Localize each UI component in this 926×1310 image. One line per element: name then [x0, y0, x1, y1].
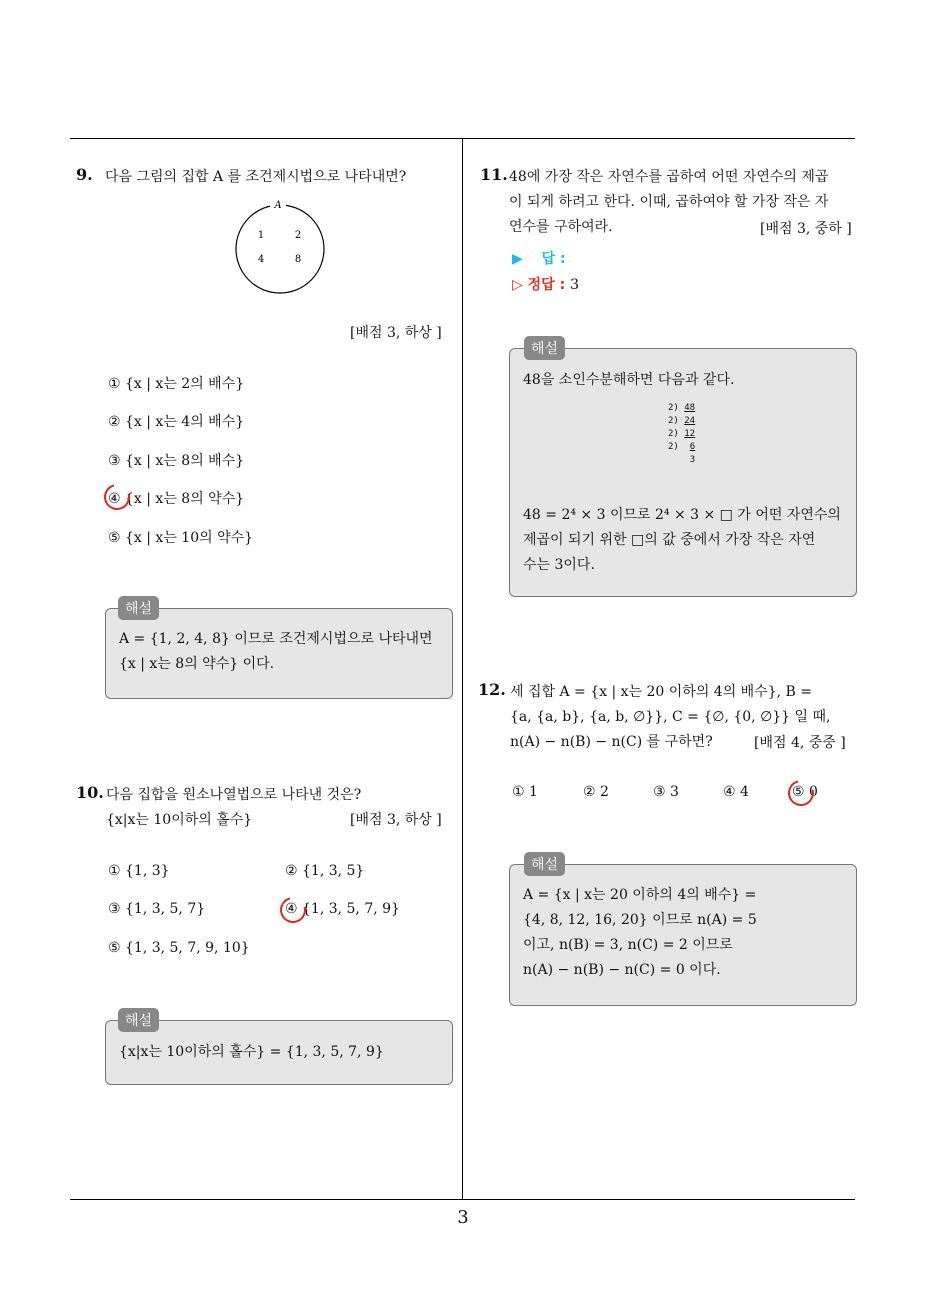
- correct-label: 정답 :: [527, 277, 566, 293]
- explanation-text: [523, 503, 841, 578]
- question-number: 9.: [76, 165, 93, 184]
- explanation-line: 제곱이 되기 위한 □의 값 중에서 가장 작은 자연: [523, 532, 816, 548]
- explanation-tag: 해설: [118, 1008, 159, 1032]
- factor-row: 2) 12: [668, 429, 696, 439]
- option-2[interactable]: ② {x | x는 4의 배수}: [108, 414, 245, 430]
- question-line: 연수를 구하여라.: [509, 219, 613, 235]
- points-label: [배점 3, 하상 ]: [350, 325, 442, 341]
- play-outline-icon: ▷: [512, 277, 523, 293]
- option-3[interactable]: ③ {1, 3, 5, 7}: [108, 901, 206, 917]
- explanation-intro: 48을 소인수분해하면 다음과 같다.: [523, 372, 735, 388]
- factor-row: 2) 6: [668, 442, 696, 452]
- explanation-text: {x|x는 10이하의 홀수} = {1, 3, 5, 7, 9}: [119, 1044, 384, 1060]
- option-3[interactable]: ③ 3: [653, 784, 679, 800]
- explanation-line: A = {1, 2, 4, 8} 이므로 조건제시법으로 나타내면: [119, 631, 433, 647]
- correct-answer-line: [512, 274, 579, 294]
- option-1[interactable]: ① {1, 3}: [108, 863, 170, 879]
- option-5[interactable]: ⑤ 0: [792, 784, 818, 800]
- explanation-text: [523, 883, 845, 983]
- factor-row: 2) 48: [668, 403, 696, 413]
- set-element: 8: [294, 254, 302, 265]
- set-element: 2: [294, 230, 302, 241]
- explanation-line: 이고, n(B) = 3, n(C) = 2 이므로: [523, 937, 733, 953]
- question-line: n(A) − n(B) − n(C) 를 구하면?: [510, 734, 713, 750]
- option-2[interactable]: ② {1, 3, 5}: [285, 863, 365, 879]
- explanation-text: [119, 627, 433, 677]
- explanation-line: {x | x는 8의 약수} 이다.: [119, 656, 275, 672]
- points-label: [배점 3, 중하 ]: [760, 221, 852, 237]
- option-4[interactable]: ④ 4: [723, 784, 749, 800]
- question-line: 이 되게 하려고 한다. 이때, 곱하여야 할 가장 작은 자: [509, 194, 829, 210]
- option-5[interactable]: ⑤ {1, 3, 5, 7, 9, 10}: [108, 940, 250, 956]
- factor-row: 3: [689, 455, 696, 465]
- set-element: 1: [257, 230, 265, 241]
- points-label: [배점 3, 하상 ]: [350, 812, 442, 828]
- option-4[interactable]: ④ {1, 3, 5, 7, 9}: [285, 901, 400, 917]
- explanation-tag: 해설: [118, 596, 159, 620]
- question-number: 10.: [76, 783, 104, 802]
- correct-value: 3: [570, 277, 579, 293]
- factor-ladder: [668, 402, 695, 467]
- explanation-line: {4, 8, 12, 16, 20} 이므로 n(A) = 5: [523, 912, 757, 928]
- question-line: 48에 가장 작은 자연수를 곱하여 어떤 자연수의 제곱: [509, 169, 829, 185]
- option-1[interactable]: ① 1: [512, 784, 538, 800]
- set-label: A: [274, 200, 282, 211]
- option-4[interactable]: ④ {x | x는 8의 약수}: [108, 491, 245, 507]
- explanation-line: 48 = 2⁴ × 3 이므로 2⁴ × 3 × □ 가 어떤 자연수의: [523, 507, 841, 523]
- option-3[interactable]: ③ {x | x는 8의 배수}: [108, 453, 245, 469]
- answer-mark-icon: [275, 892, 311, 928]
- explanation-line: A = {x | x는 20 이하의 4의 배수} =: [523, 887, 757, 903]
- option-5[interactable]: ⑤ {x | x는 10의 약수}: [108, 530, 254, 546]
- play-icon: ▶: [512, 251, 523, 267]
- page-number: 3: [457, 1207, 469, 1228]
- bottom-rule: [70, 1199, 855, 1200]
- set-element: 4: [257, 254, 265, 265]
- column-divider: [462, 138, 463, 1200]
- question-line: 세 집합 A = {x | x는 20 이하의 4의 배수}, B =: [510, 684, 812, 700]
- venn-diagram: [225, 198, 335, 298]
- explanation-line: 수는 3이다.: [523, 557, 595, 573]
- answer-mark-icon: [783, 775, 819, 811]
- question-line: {a, {a, b}, {a, b, ∅}}, C = {∅, {0, ∅}} 일 때,: [510, 709, 831, 725]
- option-1[interactable]: ① {x | x는 2의 배수}: [108, 376, 245, 392]
- explanation-line: n(A) − n(B) − n(C) = 0 이다.: [523, 962, 721, 978]
- points-label: [배점 4, 중중 ]: [754, 735, 846, 751]
- option-2[interactable]: ② 2: [583, 784, 609, 800]
- question-set: {x|x는 10이하의 홀수}: [106, 812, 253, 828]
- question-text: 다음 집합을 원소나열법으로 나타낸 것은?: [106, 787, 362, 803]
- answer-line: [512, 248, 566, 268]
- answer-label: 답 :: [541, 251, 566, 267]
- question-number: 12.: [478, 680, 506, 699]
- answer-mark-icon: [99, 479, 135, 515]
- explanation-tag: 해설: [524, 852, 565, 876]
- factor-row: 2) 24: [668, 416, 696, 426]
- explanation-tag: 해설: [524, 336, 565, 360]
- question-number: 11.: [480, 165, 508, 184]
- question-text: 다음 그림의 집합 A 를 조건제시법으로 나타내면?: [105, 169, 407, 185]
- set-circle: [236, 205, 324, 293]
